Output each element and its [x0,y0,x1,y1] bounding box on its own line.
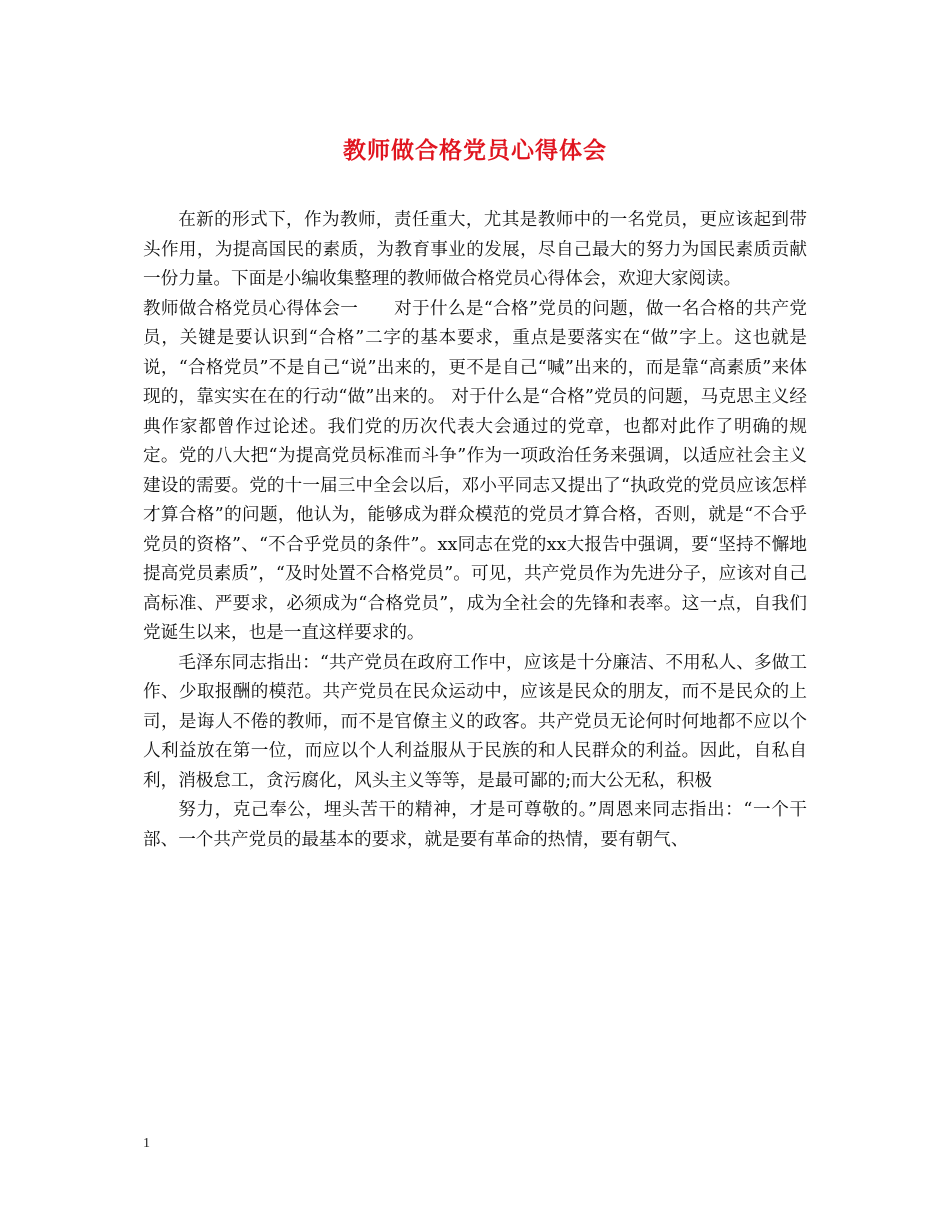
document-body [143,206,807,855]
paragraph-zhou-quote: 努力，克己奉公，埋头苦干的精神，才是可尊敬的。”周恩来同志指出：“一个干部、一个共产党员的最基本的要求，就是要有革命的热情，要有朝气、 [143,800,807,850]
paragraph-section-one: 教师做合格党员心得体会一 对于什么是“合格”党员的问题，做一名合格的共产党员，关键是要认识到“合格”二字的基本要求，重点是要落实在“做”字上。这也就是说，“合格党员”不是自己“说”出来的，更不是自己“喊”出来的，而是靠“高素质”来体现的，靠实实在在的行动“做”出来的。 对于什么是“合格”党员的问题，马克思主义经典作家都曾作过论述。我们党的历次代表大会通过的党章，也都对此作了明确的规定。党的八大把“为提高党员标准而斗争”作为一项政治任务来强调，以适应社会主义建设的需要。党的十一届三中全会以后，邓小平同志又提出了“执政党的党员应该怎样才算合格”的问题，他认为，能够成为群众模范的党员才算合格，否则，就是“不合乎党员的资格”、“不合乎党员的条件”。xx同志在党的xx大报告中强调，要“坚持不懈地提高党员素质”，“及时处置不合格党员”。可见，共产党员作为先进分子，应该对自己高标准、严要求，必须成为“合格党员”，成为全社会的先锋和表率。这一点，自我们党诞生以来，也是一直这样要求的。 [143,298,807,643]
paragraph-intro: 在新的形式下，作为教师，责任重大，尤其是教师中的一名党员，更应该起到带头作用，为提高国民的素质，为教育事业的发展，尽自己最大的努力为国民素质贡献一份力量。下面是小编收集整理的教师做合格党员心得体会，欢迎大家阅读。 [143,210,807,289]
paragraph-mao-quote: 毛泽东同志指出：“共产党员在政府工作中，应该是十分廉洁、不用私人、多做工作、少取报酬的模范。共产党员在民众运动中，应该是民众的朋友，而不是民众的上司，是诲人不倦的教师，而不是官僚主义的政客。共产党员无论何时何地都不应以个人利益放在第一位，而应以个人利益服从于民族的和人民群众的利益。因此，自私自利，消极怠工，贪污腐化，风头主义等等，是最可鄙的;而大公无私，积极 [143,652,807,791]
page-number: 1 [143,1136,150,1151]
document-title: 教师做合格党员心得体会 [343,137,607,164]
